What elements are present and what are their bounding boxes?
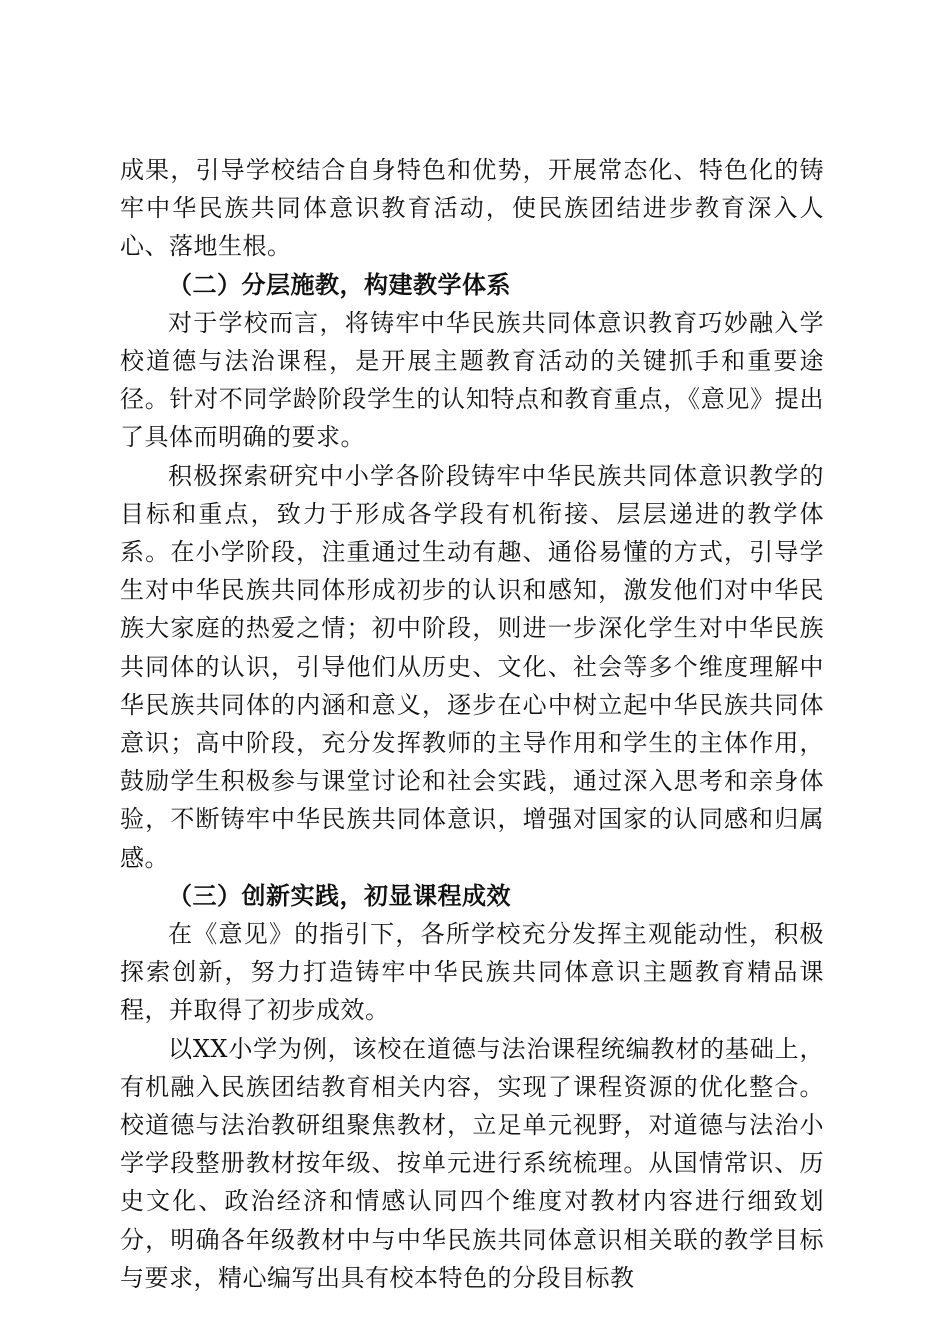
- paragraph: 对于学校而言，将铸牢中华民族共同体意识教育巧妙融入学校道德与法治课程，是开展主题教育活动的关键抓手和重要途径。针对不同学龄阶段学生的认知特点和教育重点，《意见》提出了具体而明确的要求。: [120, 308, 824, 452]
- paragraph: 积极探索研究中小学各阶段铸牢中华民族共同体意识教学的目标和重点，致力于形成各学段有机衔接、层层递进的教学体系。在小学阶段，注重通过生动有趣、通俗易懂的方式，引导学生对中华民族共同体形成初步的认识和感知，激发他们对中华民族大家庭的热爱之情；初中阶段，则进一步深化学生对中华民族共同体的认识，引导他们从历史、文化、社会等多个维度理解中华民族共同体的内涵和意义，逐步在心中树立起中华民族共同体意识；高中阶段，充分发挥教师的主导作用和学生的主体作用，鼓励学生积极参与课堂讨论和社会实践，通过深入思考和亲身体验，不断铸牢中华民族共同体意识，增强对国家的认同感和归属感。: [120, 461, 824, 872]
- section-heading-3: （三）创新实践，初显课程成效: [168, 880, 511, 910]
- paragraph: 以XX小学为例，该校在道德与法治课程统编教材的基础上，有机融入民族团结教育相关内容，实现了课程资源的优化整合。校道德与法治教研组聚焦教材，立足单元视野，对道德与法治小学学段整册教材按年级、按单元进行系统梳理。从国情常识、历史文化、政治经济和情感认同四个维度对教材内容进行细致划分，明确各年级教材中与中华民族共同体意识相关联的教学目标与要求，精心编写出具有校本特色的分段目标教: [120, 1034, 824, 1292]
- paragraph: 在《意见》的指引下，各所学校充分发挥主观能动性，积极探索创新，努力打造铸牢中华民族共同体意识主题教育精品课程，并取得了初步成效。: [120, 920, 824, 1025]
- paragraph-continued: 成果，引导学校结合自身特色和优势，开展常态化、特色化的铸牢中华民族共同体意识教育活动，使民族团结进步教育深入人心、落地生根。: [120, 156, 824, 261]
- section-heading-2: （二）分层施教，构建教学体系: [168, 269, 511, 299]
- document-body: [120, 151, 824, 1297]
